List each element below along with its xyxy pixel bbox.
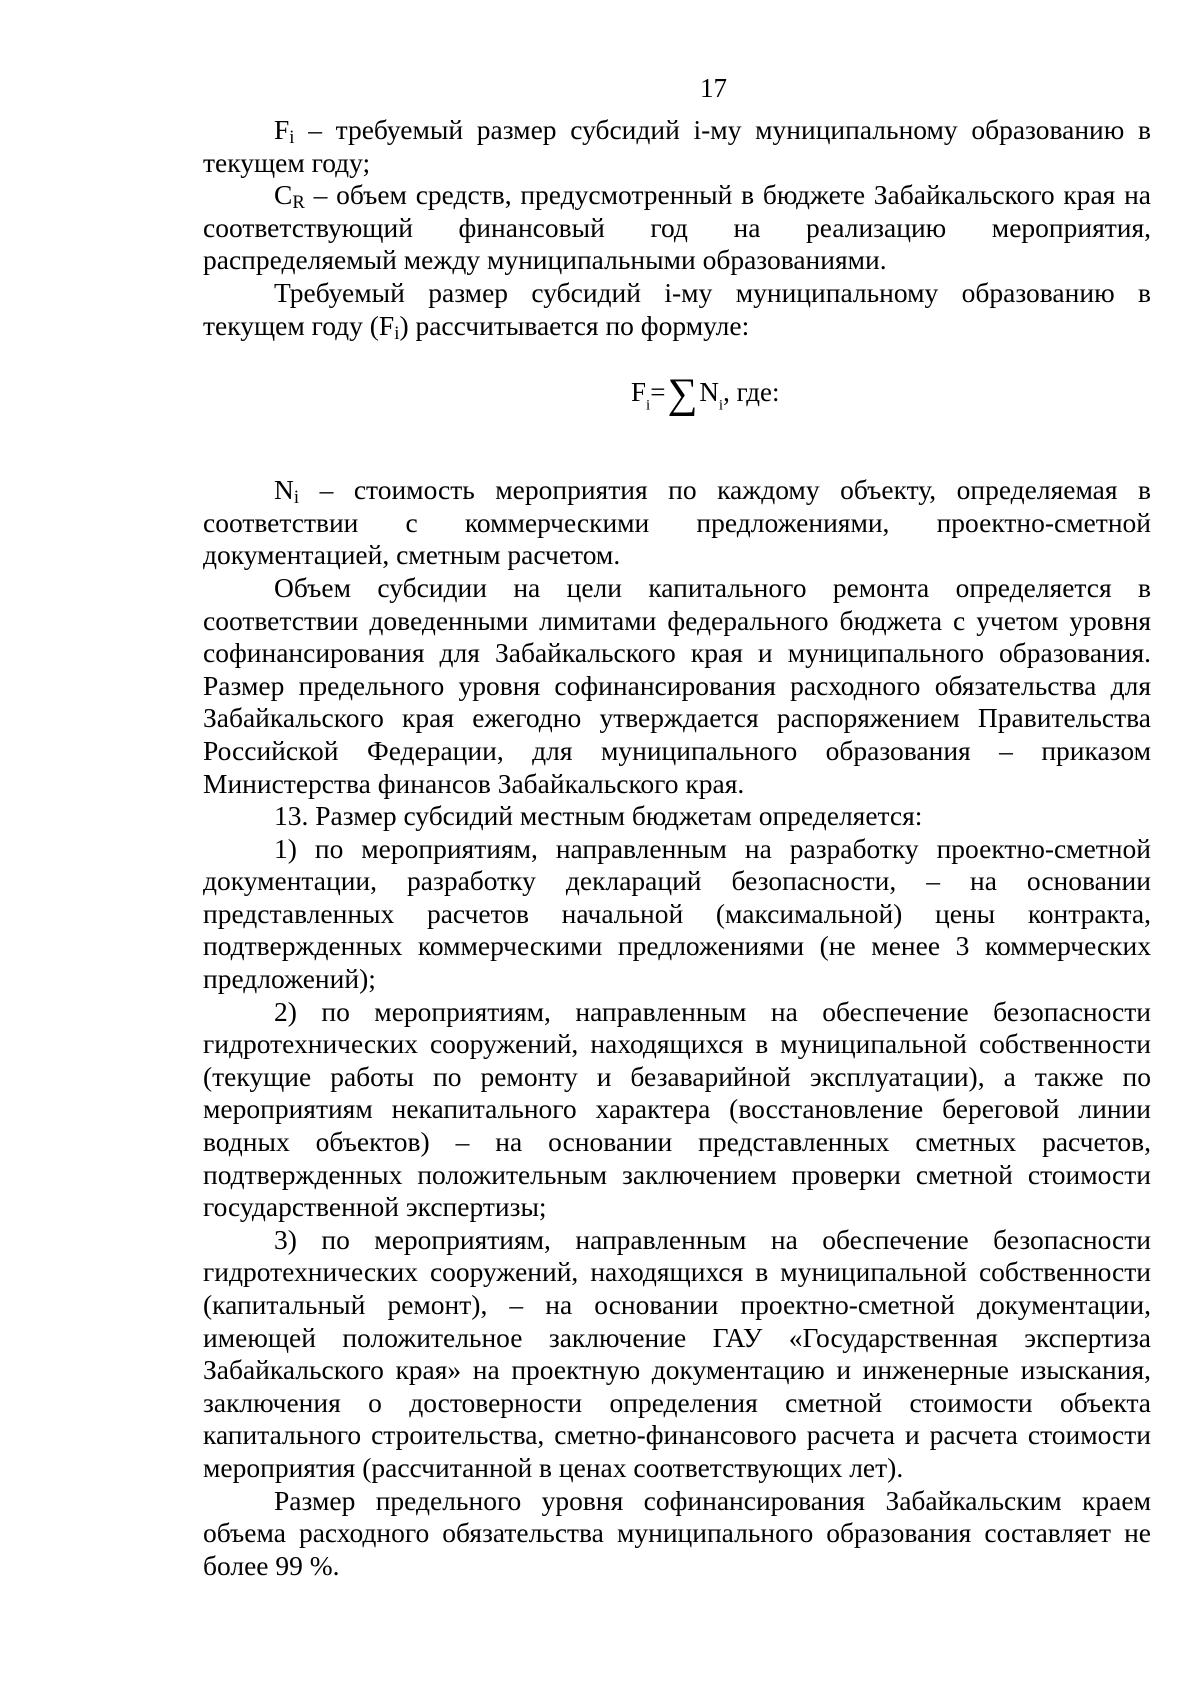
symbol-c: C [274,179,293,211]
formula-intro-text-after: ) рассчитывается по формуле: [399,309,750,341]
symbol-c-subscript: R [292,192,305,214]
paragraph-cofinancing-limit: Размер предельного уровня софинансирования Забайкальским краем объема расходного обязательства муниципального образования составляет не более 99 %. [203,1484,1151,1581]
formula [631,371,780,418]
sigma-symbol: ∑ [667,371,698,418]
page-number: 17 [700,73,727,103]
paragraph-fi-text: – требуемый размер субсидий i-му муниципальному образованию в текущем году; [203,114,1151,178]
formula-equals: = [650,377,666,408]
paragraph-capital-repair-volume: Объем субсидии на цели капитального ремонта определяется в соответствии доведенными лимитами федерального бюджета с учетом уровня софинансирования для Забайкальского края и муниципального образования. Размер предельного уровня софинансирования расходного обязательства для Забайкальского края ежегодно утверждается распоряжением Правительства Российской Федерации, для муниципального образования – приказом Министерства финансов Забайкальского края. [203,571,1151,799]
paragraph-cr-definition [203,179,1151,277]
formula-lhs-subscript: i [646,397,651,414]
formula-intro-text-before: Требуемый размер субсидий i-му муниципальному образованию в текущем году (F [203,276,1151,341]
paragraph-subitem-1: 1) по мероприятиям, направленным на разработку проектно-сметной документации, разработку деклараций безопасности, – на основании представленных расчетов начальной (максимальной) цены контракта, подтвержденных коммерческими предложениями (не менее 3 коммерческих предложений); [203,832,1151,995]
symbol-f: F [274,114,290,145]
paragraph-subitem-2: 2) по мероприятиям, направленным на обеспечение безопасности гидротехнических сооружений, находящихся в муниципальной собственности (текущие работы по ремонту и безаварийной эксплуатации), а также по мероприятиям некапитального характера (восстановление береговой линии водных объектов) – на основании представленных сметных расчетов, подтвержденных положительным заключением проверки сметной стоимости государственной экспертизы; [203,995,1151,1223]
paragraph-cr-text: – объем средств, предусмотренный в бюджете Забайкальского края на соответствующий финансовый год на реализацию мероприятия, распределяемый между муниципальными образованиями. [203,179,1151,276]
formula-lhs: F [631,377,647,408]
paragraph-item-13: 13. Размер субсидий местным бюджетам определяется: [274,800,923,832]
symbol-f-subscript: i [289,127,295,149]
paragraph-subitem-3: 3) по мероприятиям, направленным на обеспечение безопасности гидротехнических сооружений, находящихся в муниципальной собственности (капитальный ремонт), – на основании проектно-сметной документации, имеющей положительное заключение ГАУ «Государственная экспертиза Забайкальского края» на проектную документацию и инженерные изыскания, заключения о достоверности определения сметной стоимости объекта капитального строительства, сметно-финансового расчета и расчета стоимости мероприятия (рассчитанной в ценах соответствующих лет). [203,1223,1151,1483]
symbol-n: N [274,474,294,506]
paragraph-ni-definition [203,474,1151,572]
formula-tail: , где: [723,377,780,408]
paragraph-fi-definition [203,114,1151,179]
formula-rhs: N [699,377,719,408]
formula-block [203,342,1151,474]
document-body [203,114,1151,1582]
formula-intro-subscript: i [394,322,400,344]
paragraph-formula-intro [203,277,1151,342]
paragraph-ni-text: – стоимость мероприятия по каждому объекту, определяемая в соответствии с коммерческими предложениями, проектно-сметной документацией, сметным расчетом. [203,474,1151,571]
symbol-n-subscript: i [293,487,300,509]
formula-rhs-subscript: i [718,397,724,414]
